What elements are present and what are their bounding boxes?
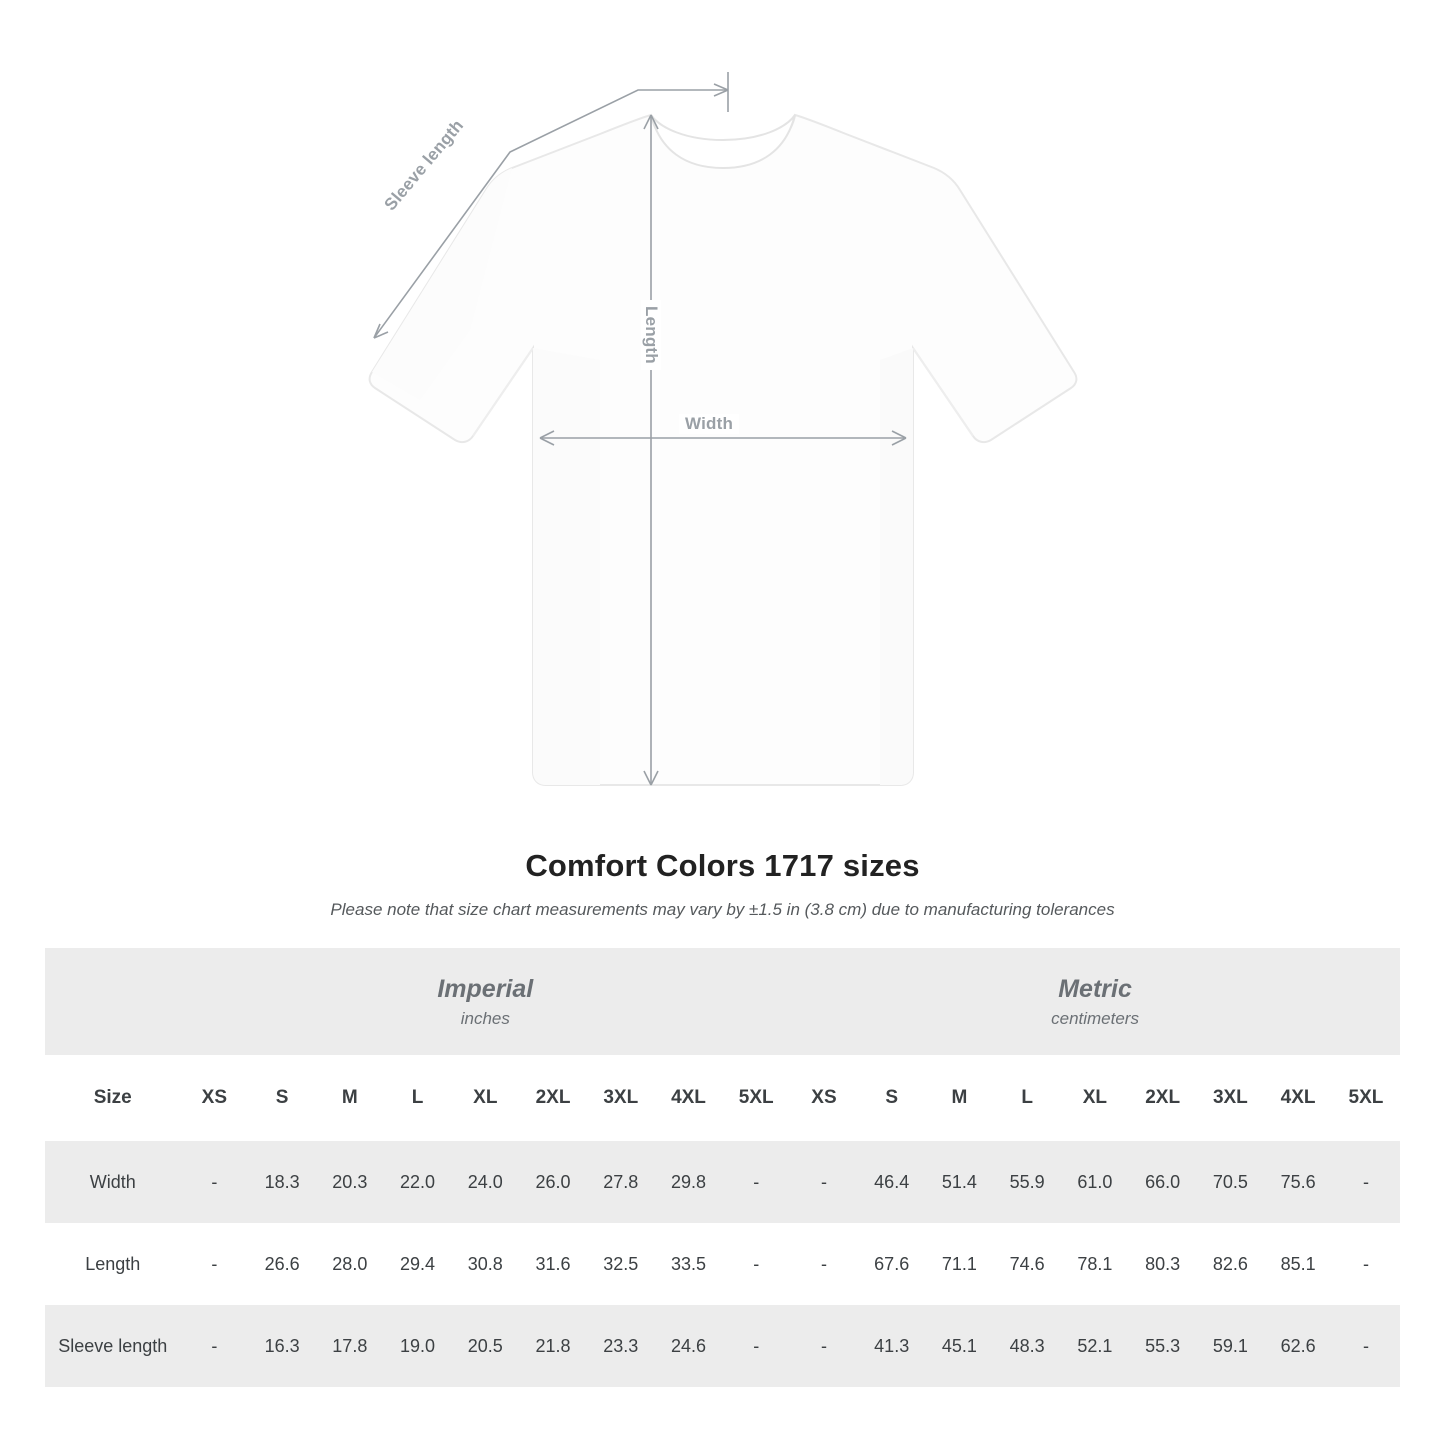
cell-sleeve-metric-s: 41.3 xyxy=(858,1305,926,1387)
cell-sleeve-imperial-3xl: 23.3 xyxy=(587,1305,655,1387)
unit-imperial-title: Imperial xyxy=(437,974,534,1003)
size-header-imperial-l: L xyxy=(384,1055,452,1141)
cell-sleeve-metric-m: 45.1 xyxy=(926,1305,994,1387)
cell-sleeve-metric-4xl: 62.6 xyxy=(1264,1305,1332,1387)
cell-width-imperial-4xl: 29.8 xyxy=(655,1141,723,1223)
row-label-width: Width xyxy=(45,1141,180,1223)
cell-width-metric-xs: - xyxy=(790,1141,858,1223)
length-dimension-label: Length xyxy=(641,300,661,370)
cell-width-imperial-5xl: - xyxy=(722,1141,790,1223)
cell-length-metric-2xl: 80.3 xyxy=(1129,1223,1197,1305)
cell-sleeve-imperial-m: 17.8 xyxy=(316,1305,384,1387)
cell-width-metric-xl: 61.0 xyxy=(1061,1141,1129,1223)
size-header-imperial-xs: XS xyxy=(180,1055,248,1141)
size-header-metric-xs: XS xyxy=(790,1055,858,1141)
cell-length-imperial-s: 26.6 xyxy=(248,1223,316,1305)
measurement-note: Please note that size chart measurements may vary by ±1.5 in (3.8 cm) due to manufacturing tolerances xyxy=(330,900,1115,919)
cell-width-metric-l: 55.9 xyxy=(993,1141,1061,1223)
cell-width-metric-3xl: 70.5 xyxy=(1197,1141,1265,1223)
unit-group-imperial xyxy=(180,948,790,1055)
unit-header-row xyxy=(45,948,1400,1055)
unit-imperial-sub: inches xyxy=(460,1009,510,1029)
cell-sleeve-imperial-xl: 20.5 xyxy=(451,1305,519,1387)
size-header-imperial-3xl: 3XL xyxy=(587,1055,655,1141)
cell-length-metric-s: 67.6 xyxy=(858,1223,926,1305)
cell-width-imperial-l: 22.0 xyxy=(384,1141,452,1223)
cell-sleeve-imperial-5xl: - xyxy=(722,1305,790,1387)
row-label-length: Length xyxy=(45,1223,180,1305)
size-table-wrapper xyxy=(45,948,1400,1387)
unit-group-metric xyxy=(790,948,1400,1055)
size-header-metric-l: L xyxy=(993,1055,1061,1141)
cell-width-metric-m: 51.4 xyxy=(926,1141,994,1223)
cell-length-imperial-l: 29.4 xyxy=(384,1223,452,1305)
page-title: Comfort Colors 1717 sizes xyxy=(525,848,920,883)
size-header-label: Size xyxy=(45,1055,180,1141)
cell-length-imperial-m: 28.0 xyxy=(316,1223,384,1305)
cell-width-metric-5xl: - xyxy=(1332,1141,1400,1223)
cell-length-imperial-4xl: 33.5 xyxy=(655,1223,723,1305)
cell-width-imperial-xs: - xyxy=(180,1141,248,1223)
size-header-metric-5xl: 5XL xyxy=(1332,1055,1400,1141)
cell-width-metric-2xl: 66.0 xyxy=(1129,1141,1197,1223)
cell-length-imperial-2xl: 31.6 xyxy=(519,1223,587,1305)
size-header-imperial-4xl: 4XL xyxy=(655,1055,723,1141)
cell-width-imperial-m: 20.3 xyxy=(316,1141,384,1223)
cell-sleeve-imperial-l: 19.0 xyxy=(384,1305,452,1387)
cell-sleeve-metric-2xl: 55.3 xyxy=(1129,1305,1197,1387)
cell-sleeve-metric-xl: 52.1 xyxy=(1061,1305,1129,1387)
cell-sleeve-imperial-xs: - xyxy=(180,1305,248,1387)
cell-sleeve-imperial-4xl: 24.6 xyxy=(655,1305,723,1387)
unit-metric-sub: centimeters xyxy=(1051,1009,1139,1029)
size-header-metric-m: M xyxy=(926,1055,994,1141)
cell-length-metric-m: 71.1 xyxy=(926,1223,994,1305)
cell-sleeve-metric-xs: - xyxy=(790,1305,858,1387)
cell-width-metric-s: 46.4 xyxy=(858,1141,926,1223)
size-header-imperial-2xl: 2XL xyxy=(519,1055,587,1141)
size-header-metric-s: S xyxy=(858,1055,926,1141)
cell-sleeve-metric-l: 48.3 xyxy=(993,1305,1061,1387)
cell-width-imperial-xl: 24.0 xyxy=(451,1141,519,1223)
cell-width-imperial-s: 18.3 xyxy=(248,1141,316,1223)
unit-header-spacer xyxy=(45,948,180,1055)
cell-sleeve-metric-5xl: - xyxy=(1332,1305,1400,1387)
size-header-metric-2xl: 2XL xyxy=(1129,1055,1197,1141)
unit-metric-title: Metric xyxy=(1058,974,1132,1003)
row-label-sleeve-length: Sleeve length xyxy=(45,1305,180,1387)
title-block xyxy=(0,848,1445,920)
cell-width-imperial-3xl: 27.8 xyxy=(587,1141,655,1223)
size-header-metric-4xl: 4XL xyxy=(1264,1055,1332,1141)
cell-length-metric-4xl: 85.1 xyxy=(1264,1223,1332,1305)
sleeve-length-dimension-label: Sleeve length xyxy=(378,113,471,218)
size-header-metric-xl: XL xyxy=(1061,1055,1129,1141)
cell-width-metric-4xl: 75.6 xyxy=(1264,1141,1332,1223)
cell-length-metric-l: 74.6 xyxy=(993,1223,1061,1305)
cell-length-metric-xs: - xyxy=(790,1223,858,1305)
tshirt-shape xyxy=(370,115,1077,785)
cell-length-metric-xl: 78.1 xyxy=(1061,1223,1129,1305)
size-header-imperial-s: S xyxy=(248,1055,316,1141)
size-header-imperial-m: M xyxy=(316,1055,384,1141)
cell-length-metric-5xl: - xyxy=(1332,1223,1400,1305)
cell-sleeve-imperial-2xl: 21.8 xyxy=(519,1305,587,1387)
cell-length-imperial-5xl: - xyxy=(722,1223,790,1305)
size-header-imperial-xl: XL xyxy=(451,1055,519,1141)
size-header-imperial-5xl: 5XL xyxy=(722,1055,790,1141)
width-dimension-label: Width xyxy=(679,414,739,434)
cell-width-imperial-2xl: 26.0 xyxy=(519,1141,587,1223)
cell-length-imperial-xs: - xyxy=(180,1223,248,1305)
table-row xyxy=(45,1305,1400,1387)
table-row xyxy=(45,1223,1400,1305)
table-row xyxy=(45,1141,1400,1223)
cell-length-imperial-xl: 30.8 xyxy=(451,1223,519,1305)
cell-sleeve-metric-3xl: 59.1 xyxy=(1197,1305,1265,1387)
cell-sleeve-imperial-s: 16.3 xyxy=(248,1305,316,1387)
cell-length-imperial-3xl: 32.5 xyxy=(587,1223,655,1305)
size-header-row xyxy=(45,1055,1400,1141)
size-table xyxy=(45,948,1400,1387)
cell-length-metric-3xl: 82.6 xyxy=(1197,1223,1265,1305)
size-header-metric-3xl: 3XL xyxy=(1197,1055,1265,1141)
